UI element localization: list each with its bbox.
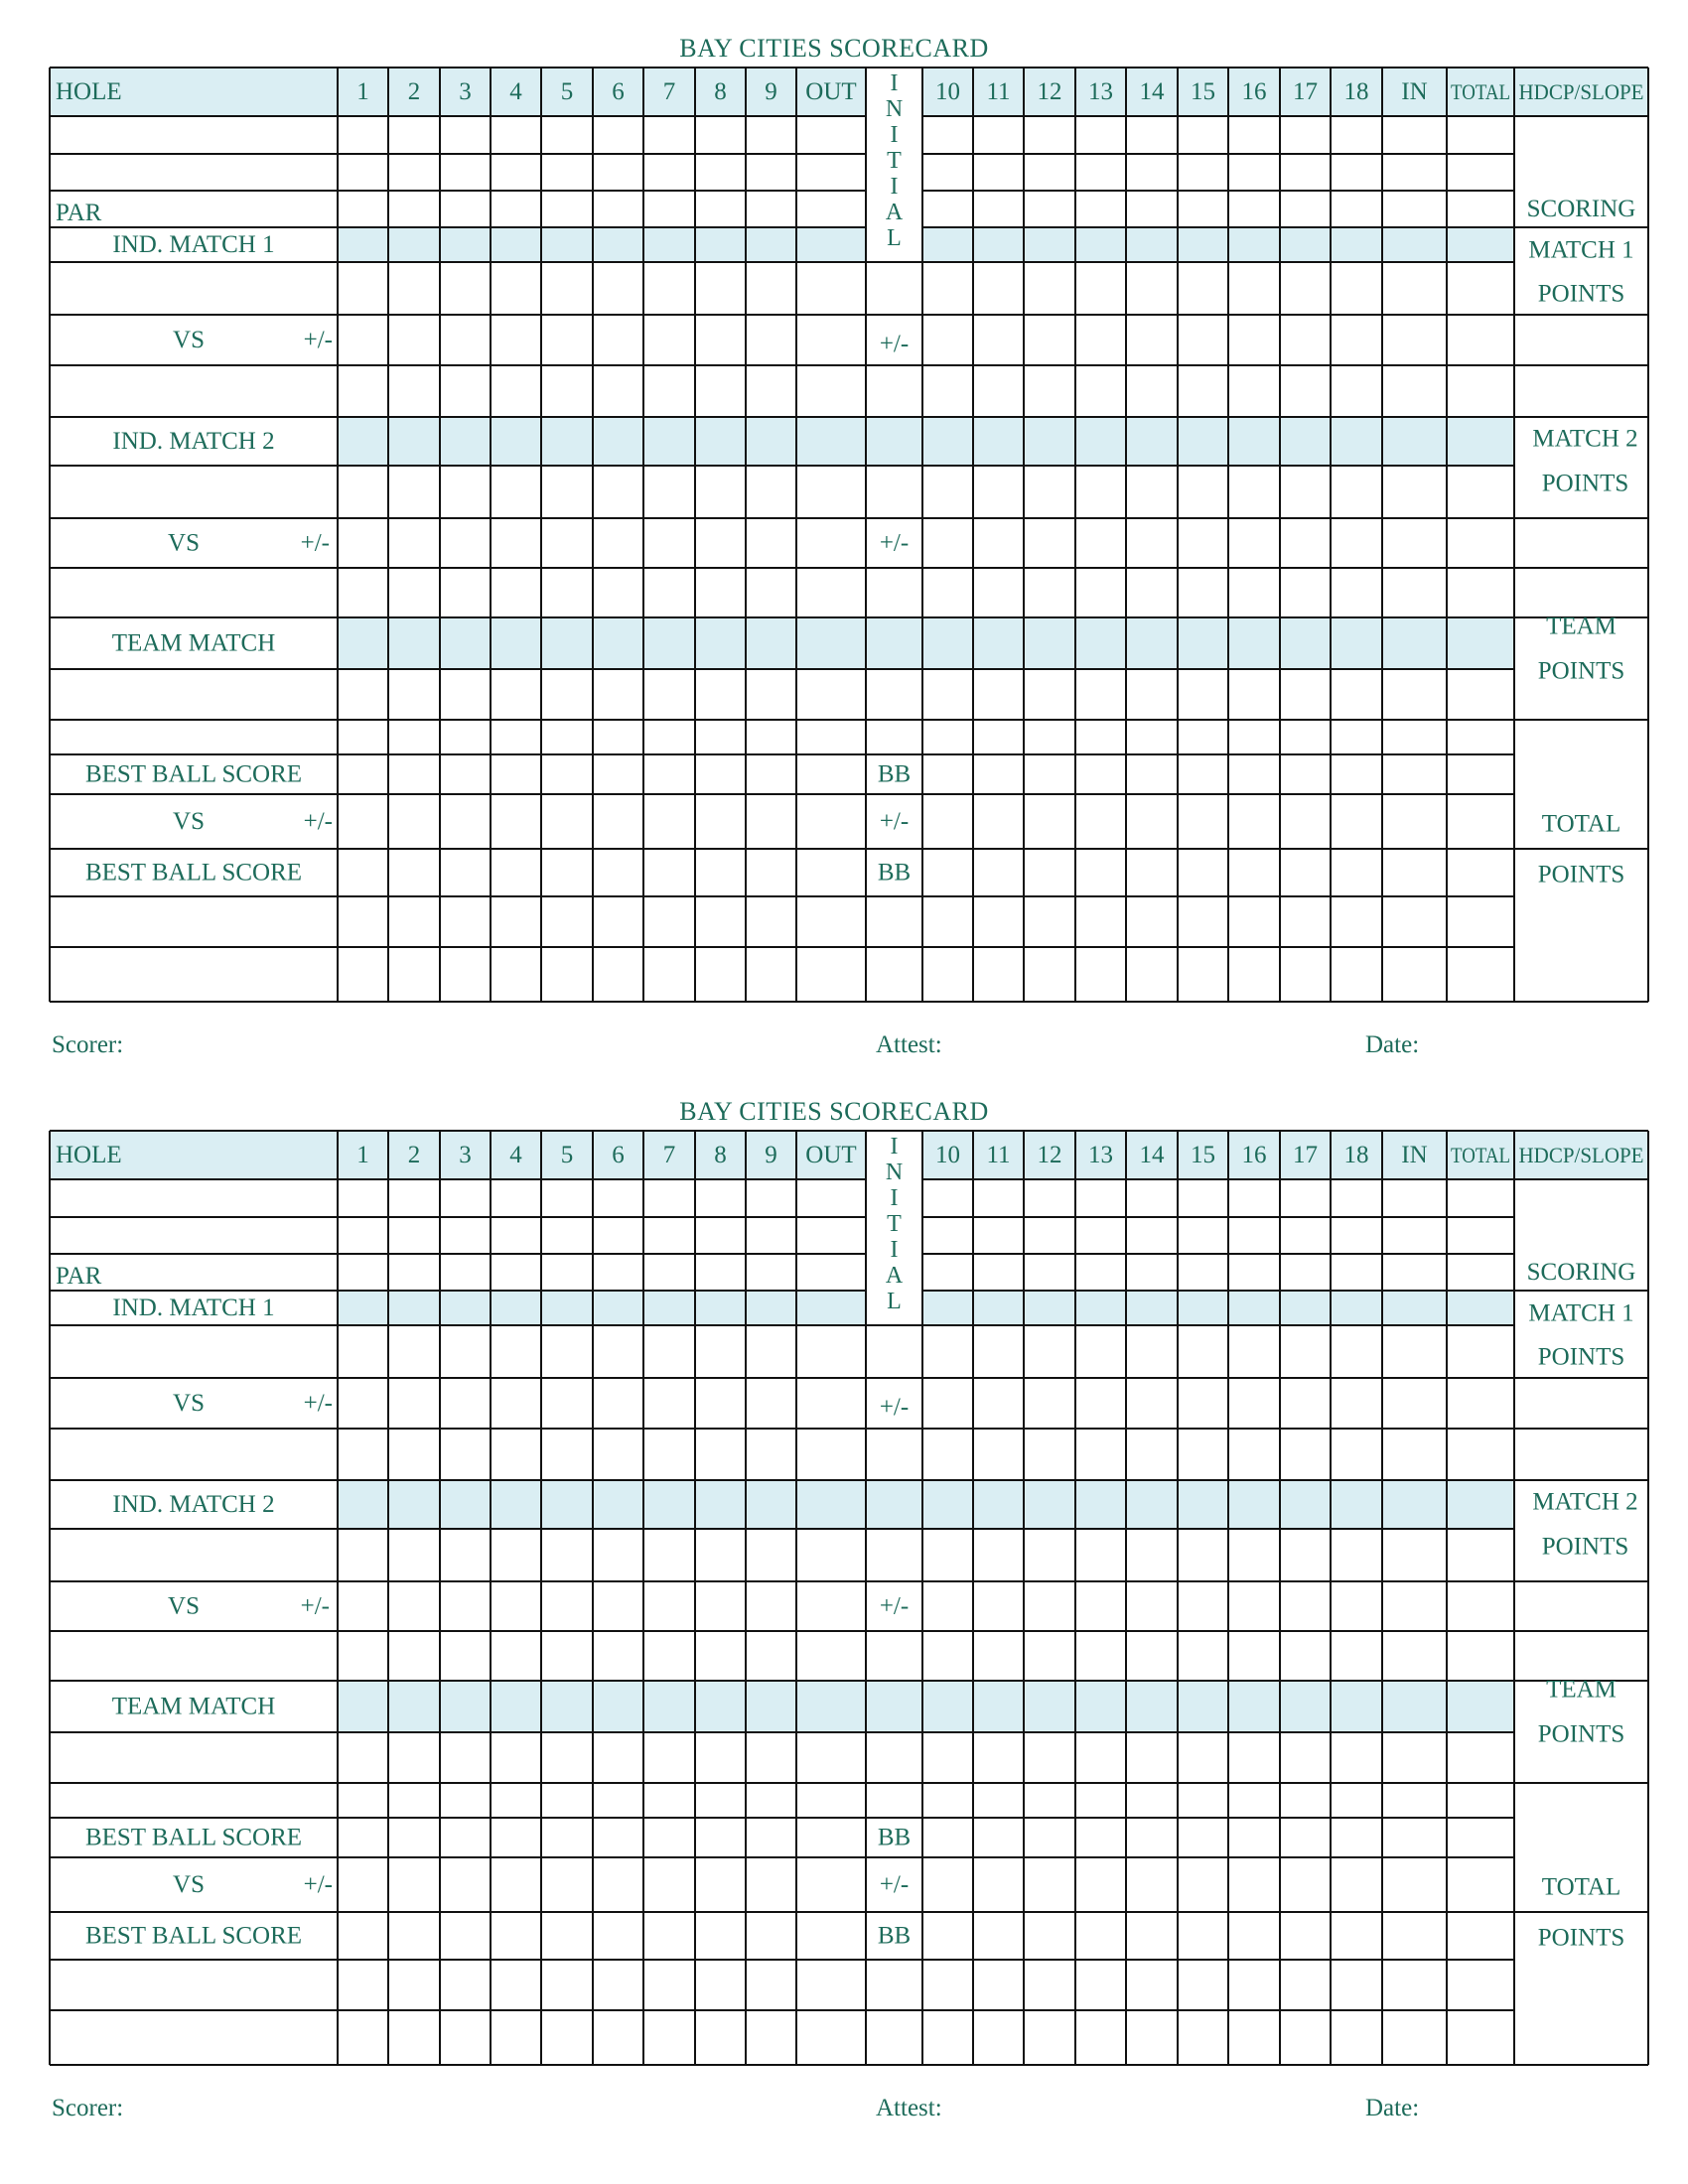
initial-plus-minus: +/- — [879, 1592, 910, 1620]
vs-label: VS — [173, 808, 205, 835]
initial-letter: I — [890, 174, 899, 200]
initial-letter: L — [887, 225, 902, 251]
best-ball-marker: BB — [877, 1922, 912, 1950]
match-band-back — [922, 1291, 1514, 1325]
initial-letter: I — [890, 1237, 899, 1263]
hole-number: 4 — [509, 78, 522, 105]
vs-label: VS — [173, 1390, 205, 1417]
par-label: PAR — [56, 200, 102, 226]
initial-letter: N — [885, 1160, 904, 1185]
best-ball-score-label: BEST BALL SCORE — [84, 1824, 303, 1851]
initial-plus-minus: +/- — [879, 1394, 910, 1421]
hole-number: 14 — [1139, 78, 1165, 105]
scorecard-grid — [0, 1063, 1688, 2076]
hole-number: 3 — [459, 78, 472, 105]
ind-match-1-label: IND. MATCH 1 — [112, 1295, 275, 1321]
total-points-title: TOTAL — [1541, 1873, 1621, 1901]
initial-letter: T — [887, 1211, 902, 1237]
ind-match-1-label: IND. MATCH 1 — [112, 231, 275, 258]
hole-number: 6 — [612, 78, 625, 105]
hole-number: 8 — [714, 1142, 727, 1168]
hole-number: 4 — [509, 1142, 522, 1168]
hdcp-slope-label: HDCP/SLOPE — [1518, 1143, 1644, 1167]
hole-number: 18 — [1343, 1142, 1369, 1168]
plus-minus-label: +/- — [300, 529, 330, 557]
hole-number: 5 — [560, 78, 574, 105]
best-ball-score-label: BEST BALL SCORE — [84, 760, 303, 788]
match-band-initial — [866, 1480, 922, 1529]
hole-number: 13 — [1088, 1142, 1113, 1168]
scorecard-grid — [0, 0, 1688, 1013]
hole-number: 9 — [765, 78, 777, 105]
best-ball-score-label: BEST BALL SCORE — [84, 859, 303, 887]
match-1-points-label: POINTS — [1537, 1343, 1625, 1371]
hole-number: 12 — [1037, 78, 1062, 105]
initial-letter: T — [887, 148, 902, 174]
plus-minus-label: +/- — [300, 1592, 330, 1620]
best-ball-marker: BB — [877, 760, 912, 788]
vs-label: VS — [168, 1592, 200, 1620]
initial-plus-minus: +/- — [879, 529, 910, 557]
date-label: Date: — [1365, 2095, 1420, 2121]
vs-label: VS — [173, 327, 205, 353]
hole-label: HOLE — [56, 78, 122, 105]
match-2-points-title: MATCH 2 — [1532, 425, 1638, 453]
match-2-points-label: POINTS — [1541, 470, 1629, 497]
match-band-initial — [866, 1681, 922, 1732]
scorer-label: Scorer: — [52, 2095, 124, 2121]
total-points-label: POINTS — [1537, 861, 1625, 888]
hole-number: 11 — [986, 78, 1011, 105]
initial-letter: A — [885, 200, 904, 225]
scorecard-title: BAY CITIES SCORECARD — [679, 1097, 989, 1126]
ind-match-2-label: IND. MATCH 2 — [112, 1491, 275, 1518]
hole-number: 15 — [1191, 1142, 1215, 1168]
plus-minus-label: +/- — [303, 808, 333, 835]
match-band-back — [922, 227, 1514, 262]
hole-number: 18 — [1343, 78, 1369, 105]
hole-number: 15 — [1191, 78, 1215, 105]
total-label: TOTAL — [1451, 1143, 1510, 1167]
total-label: TOTAL — [1451, 79, 1510, 104]
hole-number: 16 — [1241, 1142, 1267, 1168]
match-band-back — [922, 1681, 1514, 1732]
hole-number: 11 — [986, 1142, 1011, 1168]
match-band-back — [922, 1480, 1514, 1529]
hole-number: 6 — [612, 1142, 625, 1168]
total-points-label: POINTS — [1537, 1924, 1625, 1952]
hole-number: 17 — [1293, 1142, 1318, 1168]
match-band-back — [922, 417, 1514, 466]
initial-letter: I — [890, 122, 899, 148]
date-label: Date: — [1365, 1031, 1420, 1058]
initial-plus-minus: +/- — [879, 331, 910, 357]
ind-match-2-label: IND. MATCH 2 — [112, 428, 275, 455]
hole-number: 9 — [765, 1142, 777, 1168]
scorer-label: Scorer: — [52, 1031, 124, 1058]
initial-plus-minus: +/- — [879, 808, 910, 835]
hole-number: 2 — [407, 78, 421, 105]
initial-letter: A — [885, 1263, 904, 1289]
team-points-title: TEAM — [1546, 613, 1617, 640]
hdcp-slope-label: HDCP/SLOPE — [1518, 79, 1644, 104]
total-points-title: TOTAL — [1541, 810, 1621, 838]
out-label: OUT — [805, 78, 857, 105]
hole-number: 3 — [459, 1142, 472, 1168]
scoring-label: SCORING — [1526, 196, 1636, 222]
par-label: PAR — [56, 1263, 102, 1290]
hole-number: 13 — [1088, 78, 1113, 105]
best-ball-marker: BB — [877, 859, 912, 887]
scorecard-title: BAY CITIES SCORECARD — [679, 34, 989, 63]
match-2-points-title: MATCH 2 — [1532, 1488, 1638, 1516]
match-1-points-label: POINTS — [1537, 280, 1625, 308]
match-band-initial — [866, 417, 922, 466]
hole-number: 14 — [1139, 1142, 1165, 1168]
initial-letter: L — [887, 1289, 902, 1314]
hole-number: 10 — [935, 1142, 960, 1168]
in-label: IN — [1401, 78, 1428, 105]
match-band-front — [338, 227, 866, 262]
team-points-title: TEAM — [1546, 1676, 1617, 1704]
hole-number: 10 — [935, 78, 960, 105]
plus-minus-label: +/- — [303, 327, 333, 353]
hole-number: 5 — [560, 1142, 574, 1168]
match-band-initial — [866, 617, 922, 669]
match-band-front — [338, 1681, 866, 1732]
team-match-label: TEAM MATCH — [111, 629, 276, 657]
vs-label: VS — [168, 529, 200, 557]
hole-number: 7 — [662, 1142, 676, 1168]
initial-plus-minus: +/- — [879, 1871, 910, 1898]
match-2-points-label: POINTS — [1541, 1533, 1629, 1561]
match-band-front — [338, 417, 866, 466]
match-band-front — [338, 1480, 866, 1529]
team-match-label: TEAM MATCH — [111, 1693, 276, 1720]
match-band-front — [338, 617, 866, 669]
initial-letter: I — [890, 1185, 899, 1211]
match-band-front — [338, 1291, 866, 1325]
hole-number: 16 — [1241, 78, 1267, 105]
initial-letter: I — [890, 70, 899, 96]
plus-minus-label: +/- — [303, 1390, 333, 1417]
vs-label: VS — [173, 1871, 205, 1898]
match-1-points-title: MATCH 1 — [1528, 236, 1634, 264]
initial-letter: I — [890, 1134, 899, 1160]
best-ball-score-label: BEST BALL SCORE — [84, 1922, 303, 1950]
out-label: OUT — [805, 1142, 857, 1168]
initial-letter: N — [885, 96, 904, 122]
hole-number: 2 — [407, 1142, 421, 1168]
scoring-label: SCORING — [1526, 1259, 1636, 1286]
hole-number: 1 — [356, 1142, 369, 1168]
match-band-back — [922, 617, 1514, 669]
hole-number: 17 — [1293, 78, 1318, 105]
attest-label: Attest: — [876, 2095, 942, 2121]
hole-label: HOLE — [56, 1142, 122, 1168]
attest-label: Attest: — [876, 1031, 942, 1058]
hole-number: 8 — [714, 78, 727, 105]
hole-number: 7 — [662, 78, 676, 105]
best-ball-marker: BB — [877, 1824, 912, 1851]
hole-number: 1 — [356, 78, 369, 105]
team-points-label: POINTS — [1537, 1720, 1625, 1748]
match-1-points-title: MATCH 1 — [1528, 1299, 1634, 1327]
plus-minus-label: +/- — [303, 1871, 333, 1898]
team-points-label: POINTS — [1537, 657, 1625, 685]
hole-number: 12 — [1037, 1142, 1062, 1168]
in-label: IN — [1401, 1142, 1428, 1168]
